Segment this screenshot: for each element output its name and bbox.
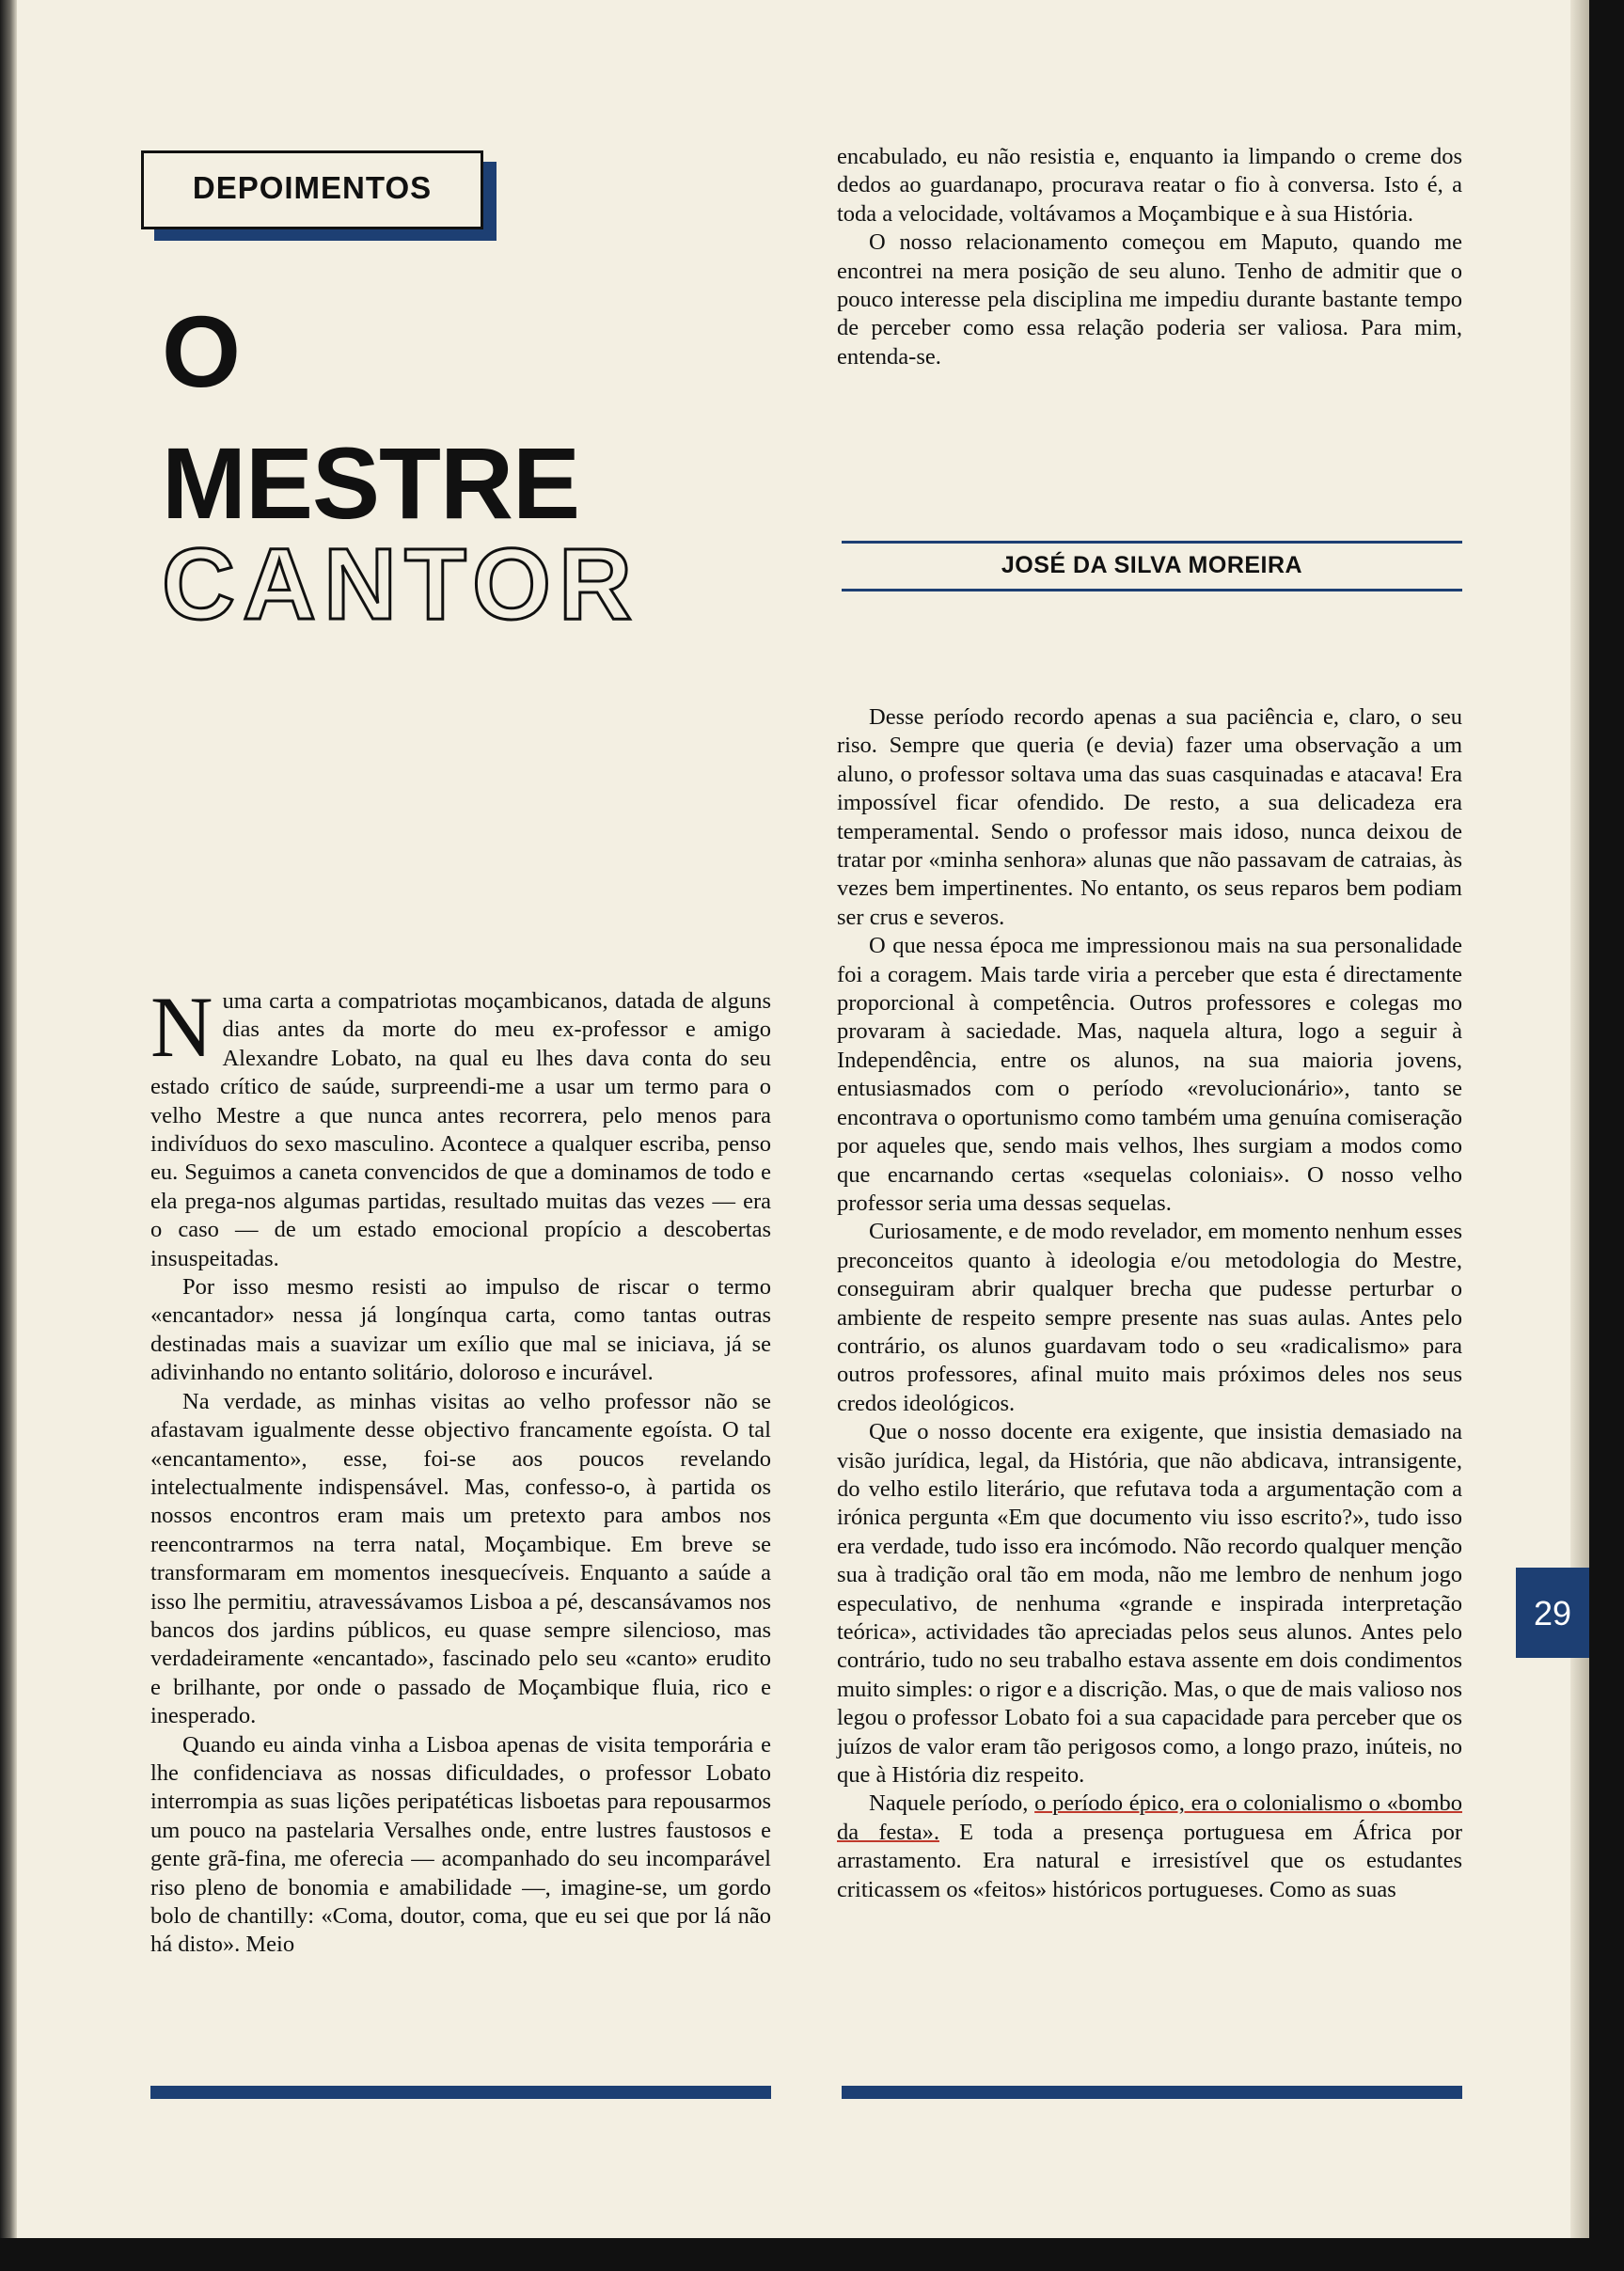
paragraph: Desse período recordo apenas a sua paciência e, claro, o seu riso. Sempre que queria (e devia) fazer uma observação a um aluno, o professor soltava uma das suas casquinadas e atacava! Era impossível ficar ofendido. De resto, a sua delicadeza era temperamental. Sendo o professor mais idoso, nunca deixou de tratar por «minha senhora» alunas que não passavam de catraias, às vezes bem impertinentes. No entanto, os seus reparos bem podiam ser crus e severos.	[837, 704, 1462, 930]
bottom-bar-left	[150, 2086, 771, 2099]
page-edge	[1570, 0, 1589, 2238]
byline-rule-top	[842, 541, 1462, 544]
opening-paragraph	[150, 979, 771, 1273]
headline-line-2: MESTRE	[162, 426, 580, 540]
byline-rule-bottom	[842, 589, 1462, 591]
right-column-top	[837, 143, 1462, 371]
byline: JOSÉ DA SILVA MOREIRA	[1001, 552, 1303, 578]
pen-underlined-text: o período épico, era o colonialismo o «bombo da festa».	[837, 1790, 1462, 1845]
paragraph: encabulado, eu não resistia e, enquanto ia limpando o creme dos dedos ao guardanapo, procurava reatar o fio à conversa. Isto é, a toda a velocidade, voltávamos a Moçambique e à sua História.	[837, 144, 1462, 227]
headline-line-3-outlined: CANTOR	[162, 527, 640, 640]
page-number-tab	[1516, 1568, 1589, 1658]
right-column	[837, 703, 1462, 1904]
headline-line-1: O	[162, 294, 242, 408]
paragraph: Que o nosso docente era exigente, que insistia demasiado na visão jurídica, legal, da História, que não abdicava, intransigente, do velho estilo literário, que refutava toda a argumentação com a irónica pergunta «Em que documento viu isso escrito?», tudo isso era verdade, tudo isso era incómodo. Não recordo qualquer menção sua à tradição oral tão em moda, não me lembro de nenhum jogo especulativo, de nenhuma «grande e inspirada interpretação teórica», actividades tão apreciadas pelos seus alunos. Antes pelo contrário, tudo no seu trabalho estava assente em dois condimentos muito simples: o rigor e a discrição. Mas, o que de mais valioso nos legou o professor Lobato foi a sua capacidade para perceber que os juízos de valor eram tão perigosos como, a longo prazo, inúteis, no que à História diz respeito.	[837, 1419, 1462, 1789]
section-tag: DEPOIMENTOS	[192, 170, 433, 205]
opening-text: uma carta a compatriotas moçambicanos, datada de alguns dias antes da morte do meu ex-professor e amigo Alexandre Lobato, na qual eu lhes dava conta do seu estado crítico de saúde, surpreendi-me a usar um termo para o velho Mestre a que nunca antes recorrera, pelo menos para indivíduos do sexo masculino. Acontece a qualquer escriba, penso eu. Seguimos a caneta convencidos de que a dominamos de todo e ela prega-nos algumas partidas, resultado muitas das vezes — era o caso — de um estado emocional propício a descobertas insuspeitadas.	[150, 988, 771, 1271]
headline	[162, 294, 594, 540]
paragraph: O nosso relacionamento começou em Maputo, quando me encontrei na mera posição de seu aluno. Tenho de admitir que o pouco interesse pela disciplina me impediu durante bastante tempo de perceber como essa relação poderia ser valiosa. Para mim, entenda-se.	[837, 229, 1462, 370]
paragraph-last	[837, 1790, 1462, 1904]
bottom-bar-right	[842, 2086, 1462, 2099]
last-paragraph-start: Naquele período,	[869, 1790, 1035, 1817]
section-tag-box	[141, 150, 483, 229]
page-number: 29	[1533, 1594, 1572, 1632]
last-paragraph-end: E toda a presença portuguesa em África por arrastamento. Era natural e irresistível que os estudantes criticassem os «feitos» históricos portugueses. Como as suas	[837, 1819, 1463, 1902]
paragraph: Por isso mesmo resisti ao impulso de riscar o termo «encantador» nessa já longínqua carta, como tantas outras destinadas mais a suavizar um exílio que mal se iniciava, já se adivinhando no entanto solitário, doloroso e incurável.	[150, 1274, 771, 1386]
paragraph: Curiosamente, e de modo revelador, em momento nenhum esses preconceitos quanto à ideologia e/ou metodologia do Mestre, conseguiram abrir qualquer brecha que pudesse perturbar o ambiente de respeito sempre presente nas suas aulas. Antes pelo contrário, os alunos guardavam todo o seu «radicalismo» para outros professores, afinal muito mais próximos deles nos seus credos ideológicos.	[837, 1219, 1462, 1416]
page-spine-shadow	[0, 0, 17, 2238]
paragraph: Na verdade, as minhas visitas ao velho professor não se afastavam igualmente desse objectivo francamente egoísta. O tal «encantamento», esse, foi-se aos poucos revelando intelectualmente indispensável. Mas, confesso-o, à partida os nossos encontros eram mais um pretexto para ambos nos reencontrarmos na terra natal, Moçambique. Em breve se transformaram em momentos inesquecíveis. Enquanto a saúde a isso lhe permitiu, atravessávamos Lisboa a pé, descansávamos nos bancos dos jardins públicos, eu quase sempre silencioso, mas verdadeiramente «encantado», fascinado pelo seu «canto» erudito e brilhante, por onde o passado de Moçambique fluia, rico e inesperado.	[150, 1388, 771, 1729]
drop-cap: N	[150, 979, 213, 1075]
paragraph: O que nessa época me impressionou mais na sua personalidade foi a coragem. Mais tarde viria a perceber que esta é directamente proporcional à competência. Outros professores e colegas mo provaram à saciedade. Mas, naquela altura, logo a seguir à Independência, entre os alunos, na sua maioria jovens, entusiasmados com o período «revolucionário», tanto se encontrava o oportunismo como também uma genuína comiseração por aqueles que, sendo mais velhos, lhes surgiam a modos como que encarnando certas «sequelas coloniais». O nosso velho professor seria uma dessas sequelas.	[837, 933, 1462, 1216]
left-column	[150, 979, 771, 1960]
paragraph: Quando eu ainda vinha a Lisboa apenas de visita temporária e lhe confidenciava as nossas dificuldades, o professor Lobato interrompia as suas lições peripatéticas lisboetas para repousarmos um pouco na pastelaria Versalhes onde, entre lustres faustosos e gente grã-fina, me oferecia — acompanhado do seu incomparável riso pleno de bonomia e amabilidade —, imagine-se, um gordo bolo de chantilly: «Coma, doutor, coma, que eu sei que por lá não há disto». Meio	[150, 1731, 771, 1958]
